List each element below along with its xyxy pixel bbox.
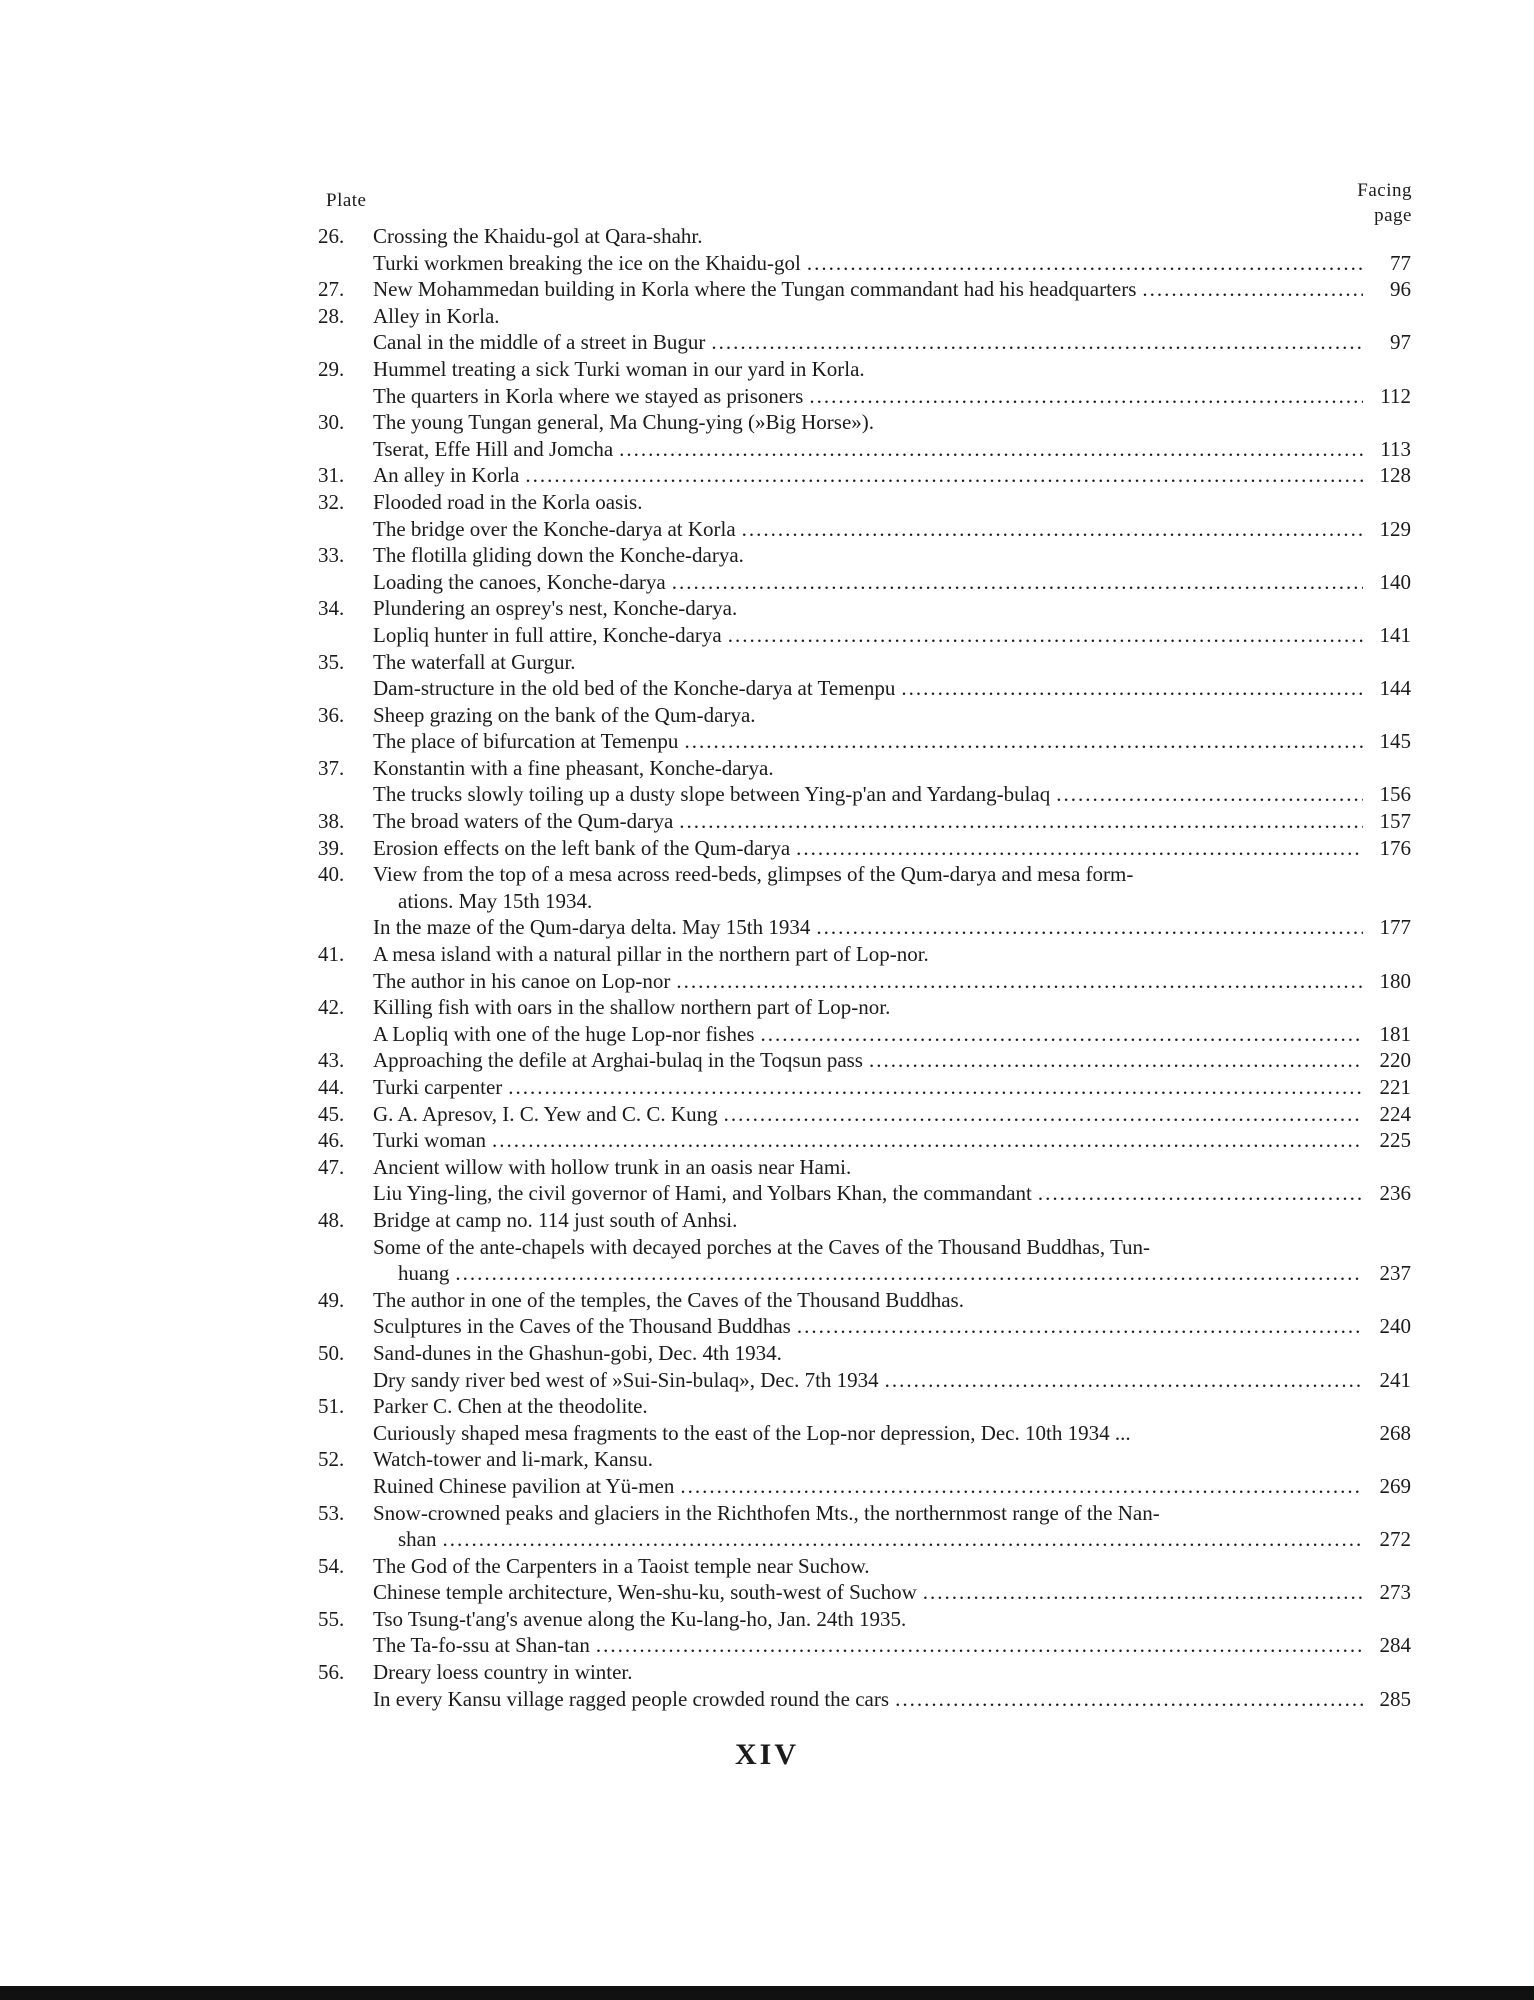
facing-page-number: 224 [1379, 1101, 1411, 1126]
facing-page-number: 237 [1379, 1261, 1411, 1286]
plate-number: 35. [318, 649, 345, 674]
plate-caption: Konstantin with a fine pheasant, Konche-darya. [373, 755, 774, 780]
plate-number: 52. [318, 1447, 345, 1472]
plate-line [318, 888, 1411, 915]
plate-caption: Lopliq hunter in full attire, Konche-darya [373, 622, 722, 647]
plate-number: 37. [318, 755, 345, 780]
facing-page-number: 129 [1379, 516, 1411, 541]
dot-leader [797, 1313, 1363, 1340]
facing-page-number: 144 [1379, 676, 1411, 701]
dot-leader [619, 436, 1363, 463]
plate-line [318, 250, 1411, 277]
plate-line [318, 728, 1411, 755]
plate-caption: Ruined Chinese pavilion at Yü-men [373, 1473, 675, 1498]
plate-line [318, 595, 1411, 622]
plate-caption: Ancient willow with hollow trunk in an oasis near Hami. [373, 1154, 852, 1179]
facing-page-number: 140 [1379, 569, 1411, 594]
facing-page-number: 236 [1379, 1181, 1411, 1206]
dot-leader [596, 1632, 1363, 1659]
plate-line [318, 808, 1411, 835]
facing-page-number: 96 [1390, 277, 1411, 302]
plate-number: 56. [318, 1660, 345, 1685]
dot-leader [760, 1021, 1363, 1048]
plate-caption: Hummel treating a sick Turki woman in our yard in Korla. [373, 356, 865, 381]
plate-caption: Curiously shaped mesa fragments to the east of the Lop-nor depression, Dec. 10th 1934 ... [373, 1420, 1131, 1445]
plate-caption: The quarters in Korla where we stayed as prisoners [373, 383, 804, 408]
plate-line [318, 1553, 1411, 1580]
plate-number: 31. [318, 463, 345, 488]
plate-number: 48. [318, 1207, 345, 1232]
plate-caption: Canal in the middle of a street in Bugur [373, 330, 706, 355]
plate-list [318, 223, 1411, 1712]
facing-page-number: 177 [1379, 915, 1411, 940]
plate-caption: The place of bifurcation at Temenpu [373, 729, 679, 754]
facing-page-number: 269 [1379, 1473, 1411, 1498]
plate-line [318, 1047, 1411, 1074]
plate-line [318, 329, 1411, 356]
facing-page-number: 157 [1379, 809, 1411, 834]
dot-leader [923, 1579, 1363, 1606]
plate-number: 34. [318, 596, 345, 621]
plate-caption: The waterfall at Gurgur. [373, 649, 576, 674]
facing-page-number: 221 [1379, 1075, 1411, 1099]
facing-page-number: 220 [1379, 1048, 1411, 1073]
plate-number: 51. [318, 1394, 345, 1419]
facing-page-number: 241 [1379, 1367, 1411, 1392]
dot-leader [684, 728, 1363, 755]
dot-leader [672, 569, 1363, 596]
plate-line [318, 1367, 1411, 1394]
dot-leader [508, 1074, 1363, 1101]
plate-number: 53. [318, 1500, 345, 1525]
dot-leader [525, 462, 1363, 489]
plate-column-header: Plate [326, 190, 367, 211]
plate-line [318, 516, 1411, 543]
plate-line [318, 702, 1411, 729]
plate-line [318, 1606, 1411, 1633]
dot-leader [1142, 276, 1363, 303]
plate-caption: Sheep grazing on the bank of the Qum-darya. [373, 702, 756, 727]
dot-leader [901, 675, 1363, 702]
plate-number: 41. [318, 942, 345, 967]
dot-leader [816, 914, 1363, 941]
scan-edge-bar [0, 1986, 1534, 2000]
plate-line [318, 462, 1411, 489]
dot-leader [492, 1127, 1363, 1154]
plate-line [318, 1659, 1411, 1686]
facing-page-number: 268 [1379, 1420, 1411, 1445]
plate-caption: huang [398, 1261, 450, 1286]
facing-page-number: 145 [1379, 729, 1411, 754]
plate-number: 49. [318, 1287, 345, 1312]
dot-leader [885, 1367, 1363, 1394]
plate-caption: Parker C. Chen at the theodolite. [373, 1394, 648, 1419]
dot-leader [724, 1101, 1363, 1128]
plate-caption: Watch-tower and li-mark, Kansu. [373, 1447, 653, 1472]
plate-number: 29. [318, 356, 345, 381]
plate-caption: shan [398, 1527, 437, 1552]
plate-number: 47. [318, 1154, 345, 1179]
facing-page-number: 225 [1379, 1128, 1411, 1153]
facing-page-number: 128 [1379, 463, 1411, 488]
plate-line [318, 1154, 1411, 1181]
plate-caption: Some of the ante-chapels with decayed porches at the Caves of the Thousand Buddhas, Tun- [373, 1234, 1151, 1259]
plate-number: 39. [318, 835, 345, 860]
plate-caption: Chinese temple architecture, Wen-shu-ku, south-west of Suchow [373, 1580, 917, 1605]
dot-leader [728, 622, 1363, 649]
dot-leader [680, 1473, 1363, 1500]
facing-page-number: 77 [1390, 250, 1411, 275]
plate-caption: Crossing the Khaidu-gol at Qara-shahr. [373, 224, 703, 248]
plate-number: 55. [318, 1606, 345, 1631]
plate-caption: The author in his canoe on Lop-nor [373, 968, 671, 993]
facing-page-number: 284 [1379, 1633, 1411, 1658]
plate-line [318, 861, 1411, 888]
plate-number: 36. [318, 702, 345, 727]
plate-line [318, 1021, 1411, 1048]
plate-caption: Killing fish with oars in the shallow northern part of Lop-nor. [373, 995, 891, 1020]
plate-caption: The trucks slowly toiling up a dusty slope between Ying-p'an and Yardang-bulaq [373, 782, 1051, 807]
facing-page-number: 272 [1379, 1527, 1411, 1552]
plate-line [318, 1234, 1411, 1261]
plate-caption: Turki carpenter [373, 1075, 503, 1099]
facing-page-number: 240 [1379, 1314, 1411, 1339]
plate-line [318, 569, 1411, 596]
plate-number: 28. [318, 303, 345, 328]
plate-line [318, 1526, 1411, 1553]
plate-line [318, 994, 1411, 1021]
plate-caption: Plundering an osprey's nest, Konche-darya. [373, 596, 738, 621]
plate-line [318, 383, 1411, 410]
plate-caption: Dreary loess country in winter. [373, 1660, 633, 1685]
plate-line [318, 1579, 1411, 1606]
plate-caption: Turki woman [373, 1128, 486, 1153]
plate-line [318, 1180, 1411, 1207]
plate-number: 32. [318, 489, 345, 514]
plate-caption: The flotilla gliding down the Konche-darya. [373, 543, 744, 568]
dot-leader [1038, 1180, 1363, 1207]
plate-line [318, 1420, 1411, 1447]
plate-line [318, 409, 1411, 436]
plate-line [318, 675, 1411, 702]
facing-page-number: 112 [1380, 383, 1411, 408]
dot-leader [676, 968, 1363, 995]
plate-caption: Liu Ying-ling, the civil governor of Hami, and Yolbars Khan, the commandant [373, 1181, 1032, 1206]
plate-number: 45. [318, 1101, 345, 1126]
plate-number: 44. [318, 1075, 345, 1099]
dot-leader [679, 808, 1363, 835]
facing-header-line-1: Facing [1357, 180, 1412, 201]
plate-line [318, 1340, 1411, 1367]
page-number: XIV [734, 1738, 799, 1771]
plate-caption: Alley in Korla. [373, 303, 500, 328]
plate-caption: In every Kansu village ragged people crowded round the cars [373, 1686, 890, 1711]
plate-line [318, 755, 1411, 782]
plate-caption: An alley in Korla [373, 463, 520, 488]
plate-number: 38. [318, 809, 345, 834]
dot-leader [742, 516, 1363, 543]
plate-caption: New Mohammedan building in Korla where the Tungan commandant had his headquarters [373, 277, 1137, 302]
plate-number: 54. [318, 1553, 345, 1578]
dot-leader [807, 250, 1363, 277]
plate-line [318, 1260, 1411, 1287]
facing-page-number: 113 [1380, 436, 1411, 461]
plate-caption: Sand-dunes in the Ghashun-gobi, Dec. 4th 1934. [373, 1340, 782, 1365]
plate-caption: A Lopliq with one of the huge Lop-nor fishes [373, 1021, 755, 1046]
plate-line [318, 542, 1411, 569]
plate-caption: ations. May 15th 1934. [398, 888, 593, 913]
dot-leader [809, 383, 1363, 410]
plate-line [318, 914, 1411, 941]
plate-line [318, 968, 1411, 995]
plate-number: 43. [318, 1048, 345, 1073]
facing-page-number: 97 [1390, 330, 1411, 355]
plate-line [318, 1101, 1411, 1128]
plate-line [318, 622, 1411, 649]
plate-line [318, 489, 1411, 516]
plate-caption: The young Tungan general, Ma Chung-ying (»Big Horse»). [373, 410, 875, 435]
facing-page-number: 176 [1379, 835, 1411, 860]
facing-page-number: 141 [1379, 622, 1411, 647]
plate-caption: Sculptures in the Caves of the Thousand Buddhas [373, 1314, 791, 1339]
dot-leader [711, 329, 1363, 356]
plate-line [318, 835, 1411, 862]
plate-caption: Flooded road in the Korla oasis. [373, 489, 643, 514]
facing-header-line-2: page [1374, 205, 1412, 226]
dot-leader [796, 835, 1363, 862]
plate-caption: The broad waters of the Qum-darya [373, 809, 674, 834]
plate-line [318, 1074, 1411, 1101]
plate-caption: The Ta-fo-ssu at Shan-tan [373, 1633, 590, 1658]
plate-line [318, 649, 1411, 676]
plate-line [318, 1313, 1411, 1340]
facing-page-number: 273 [1379, 1580, 1411, 1605]
plate-caption: View from the top of a mesa across reed-beds, glimpses of the Qum-darya and mesa form- [373, 862, 1134, 887]
plate-number: 33. [318, 543, 345, 568]
plate-number: 42. [318, 995, 345, 1020]
plate-caption: A mesa island with a natural pillar in the northern part of Lop-nor. [373, 942, 929, 967]
plate-caption: Tso Tsung-t'ang's avenue along the Ku-lang-ho, Jan. 24th 1935. [373, 1606, 907, 1631]
facing-page-column-header [1322, 178, 1412, 228]
plate-number: 26. [318, 224, 345, 248]
plate-line [318, 223, 1411, 250]
facing-page-number: 180 [1379, 968, 1411, 993]
plate-line [318, 1393, 1411, 1420]
plate-number: 40. [318, 862, 345, 887]
dot-leader [1056, 781, 1363, 808]
plate-line [318, 356, 1411, 383]
dot-leader [895, 1686, 1363, 1713]
facing-page-number: 285 [1379, 1686, 1411, 1711]
plate-number: 46. [318, 1128, 345, 1153]
plate-caption: Approaching the defile at Arghai-bulaq in the Toqsun pass [373, 1048, 863, 1073]
plate-line [318, 436, 1411, 463]
plate-caption: The author in one of the temples, the Caves of the Thousand Buddhas. [373, 1287, 964, 1312]
dot-leader [869, 1047, 1363, 1074]
plate-line [318, 1632, 1411, 1659]
plate-caption: G. A. Apresov, I. C. Yew and C. C. Kung [373, 1101, 718, 1126]
plate-line [318, 1686, 1411, 1713]
plate-line [318, 941, 1411, 968]
plate-number: 27. [318, 277, 345, 302]
plate-line [318, 1500, 1411, 1527]
plate-line [318, 1207, 1411, 1234]
plate-caption: Dry sandy river bed west of »Sui-Sin-bulaq», Dec. 7th 1934 [373, 1367, 879, 1392]
plate-line [318, 1446, 1411, 1473]
plate-number: 30. [318, 410, 345, 435]
plate-caption: Loading the canoes, Konche-darya [373, 569, 666, 594]
plate-caption: Bridge at camp no. 114 just south of Anhsi. [373, 1207, 738, 1232]
plate-line [318, 1287, 1411, 1314]
plate-caption: Erosion effects on the left bank of the Qum-darya [373, 835, 791, 860]
plate-line [318, 303, 1411, 330]
plate-caption: Turki workmen breaking the ice on the Khaidu-gol [373, 250, 801, 275]
plate-caption: Snow-crowned peaks and glaciers in the Richthofen Mts., the northernmost range of the Nan- [373, 1500, 1160, 1525]
plate-line [318, 1473, 1411, 1500]
dot-leader [443, 1526, 1364, 1553]
plate-line [318, 276, 1411, 303]
plate-caption: The bridge over the Konche-darya at Korla [373, 516, 736, 541]
plate-caption: Tserat, Effe Hill and Jomcha [373, 436, 614, 461]
plate-line [318, 781, 1411, 808]
facing-page-number: 181 [1379, 1021, 1411, 1046]
facing-page-number: 156 [1379, 782, 1411, 807]
dot-leader [455, 1260, 1363, 1287]
plate-caption: Dam-structure in the old bed of the Konche-darya at Temenpu [373, 676, 896, 701]
plate-number: 50. [318, 1340, 345, 1365]
plate-caption: In the maze of the Qum-darya delta. May 15th 1934 [373, 915, 811, 940]
plate-line [318, 1127, 1411, 1154]
plate-caption: The God of the Carpenters in a Taoist temple near Suchow. [373, 1553, 870, 1578]
